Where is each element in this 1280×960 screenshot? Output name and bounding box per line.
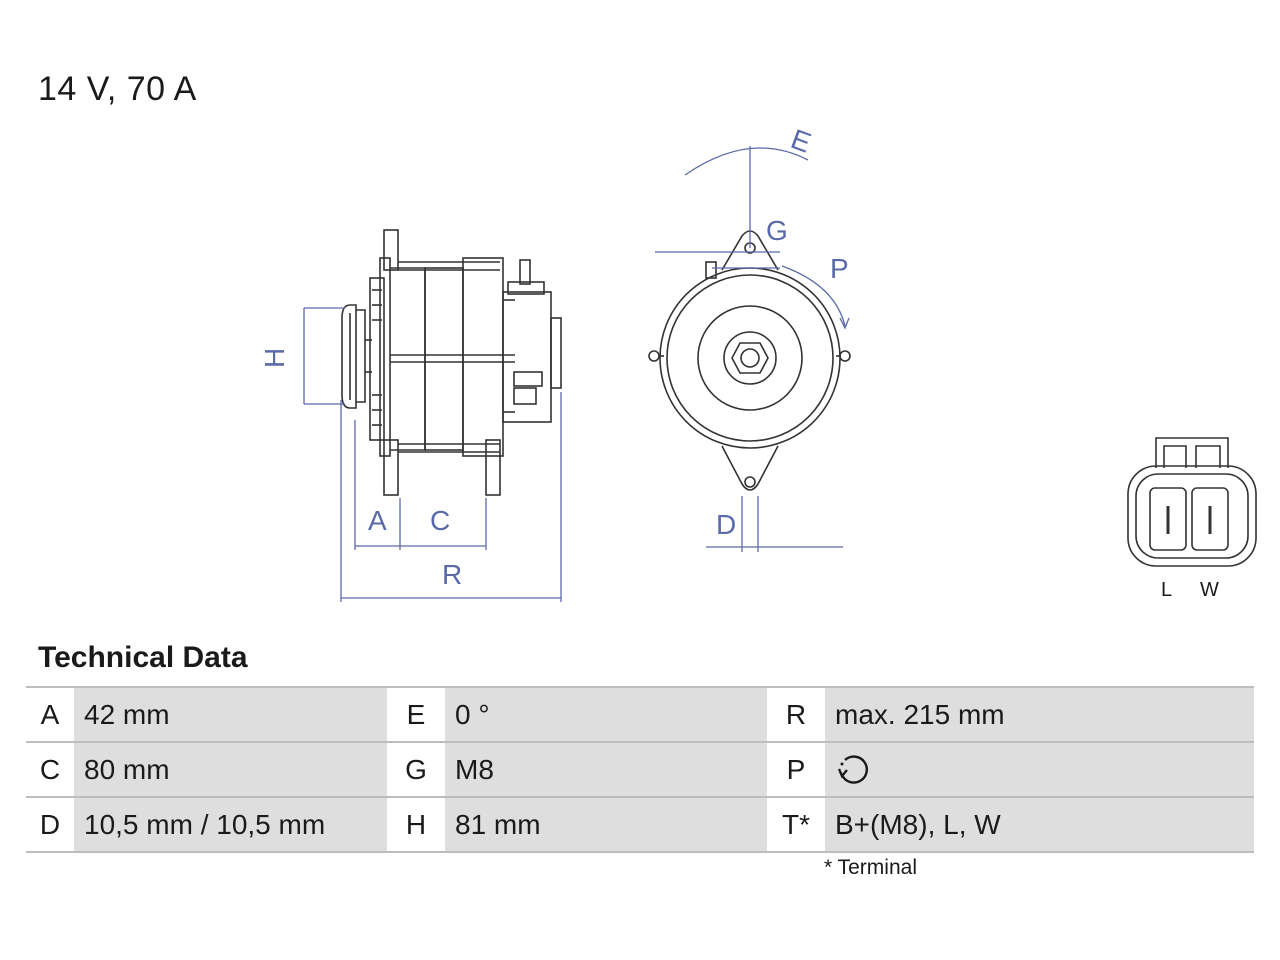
clockwise-rotation-icon xyxy=(835,751,873,789)
spec-key: R xyxy=(767,687,825,742)
dim-label-c: C xyxy=(430,505,451,536)
dim-label-g: G xyxy=(766,215,788,246)
table-row xyxy=(26,797,1254,852)
dim-label-h: H xyxy=(259,347,290,368)
spec-key: C xyxy=(26,742,74,797)
spec-key: T* xyxy=(767,797,825,852)
spec-key: H xyxy=(387,797,445,852)
spec-value: 42 mm xyxy=(74,687,387,742)
table-row xyxy=(26,742,1254,797)
spec-value: max. 215 mm xyxy=(825,687,1254,742)
dim-label-e: E xyxy=(787,123,816,159)
dim-label-p: P xyxy=(830,253,849,284)
connector-label-l: L xyxy=(1161,579,1173,601)
spec-key: A xyxy=(26,687,74,742)
alternator-side-view xyxy=(342,230,561,495)
connector-plug xyxy=(1128,438,1256,566)
table-row xyxy=(26,687,1254,742)
spec-key: P xyxy=(767,742,825,797)
spec-key: E xyxy=(387,687,445,742)
alternator-front-view xyxy=(649,231,850,490)
spec-key: G xyxy=(387,742,445,797)
rating-title: 14 V, 70 A xyxy=(38,70,197,108)
spec-value: B+(M8), L, W xyxy=(825,797,1254,852)
connector-label-w: W xyxy=(1200,579,1219,601)
spec-value: 80 mm xyxy=(74,742,387,797)
dim-label-a: A xyxy=(368,505,387,536)
spec-value: 10,5 mm / 10,5 mm xyxy=(74,797,387,852)
dim-label-r: R xyxy=(442,559,463,590)
pulley xyxy=(342,305,356,408)
technical-data-table xyxy=(26,686,1254,853)
section-title: Technical Data xyxy=(38,641,248,674)
spec-value: M8 xyxy=(445,742,767,797)
dim-label-d: D xyxy=(716,509,737,540)
spec-value-rotation xyxy=(825,742,1254,797)
spec-value: 81 mm xyxy=(445,797,767,852)
spec-key: D xyxy=(26,797,74,852)
footnote: * Terminal xyxy=(824,856,917,879)
spec-value: 0 ° xyxy=(445,687,767,742)
